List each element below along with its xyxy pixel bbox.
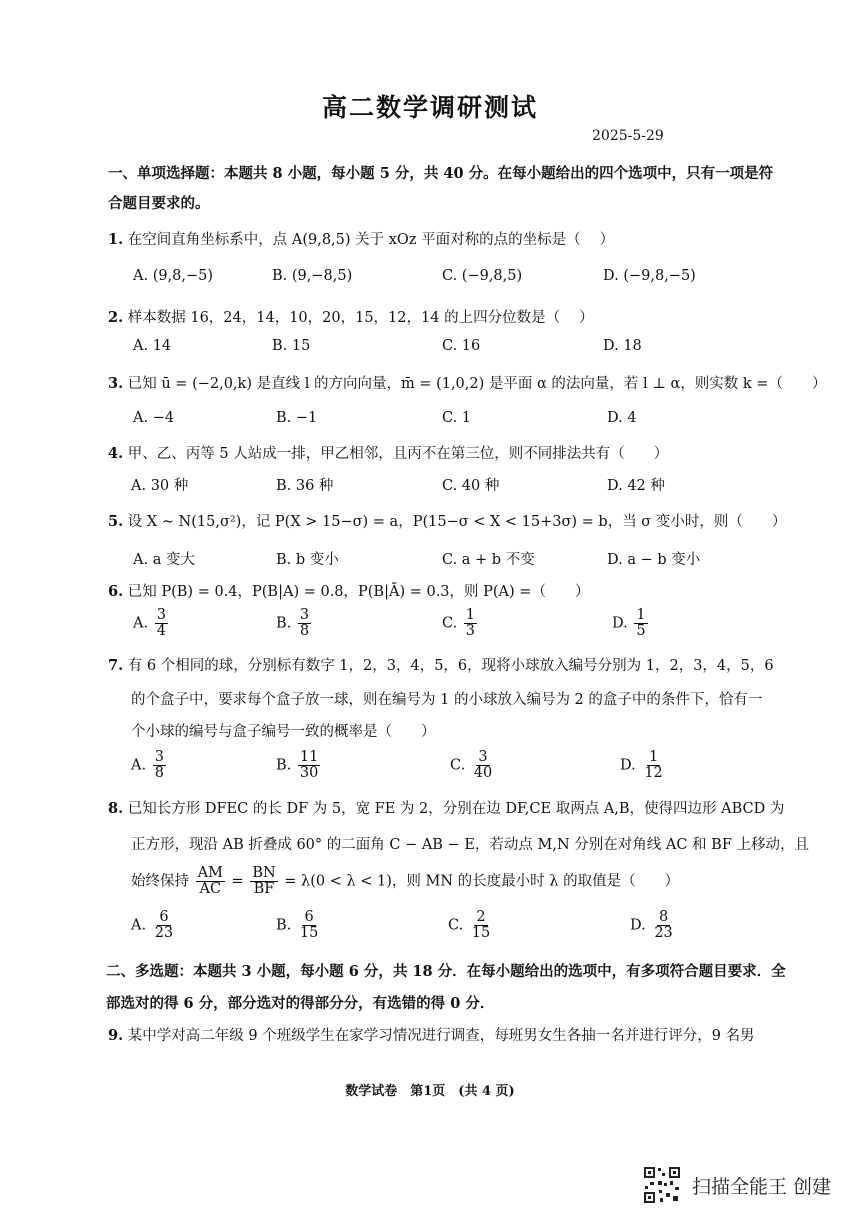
numerator: 6 (304, 909, 314, 925)
option-letter: A. (133, 615, 149, 632)
question-8-line1 (108, 797, 784, 818)
denominator: 23 (154, 925, 174, 942)
question-5 (108, 510, 786, 531)
numerator: 3 (156, 607, 166, 623)
q2-option-a: A. 14 (133, 338, 172, 354)
exam-date: 2025-5-29 (592, 128, 664, 144)
numerator: 1 (465, 607, 476, 623)
denominator: 30 (299, 765, 319, 782)
fraction (298, 608, 311, 639)
question-3 (108, 372, 826, 393)
q2-option-c: C. 16 (442, 338, 481, 354)
question-text: 某中学对高二年级 9 个班级学生在家学习情况进行调查，每班男女生各抽一名并进行评分，9 名男 (127, 1028, 755, 1044)
q5-option-b: B. b 变小 (276, 552, 339, 568)
question-4 (108, 442, 668, 463)
q4-option-c: C. 40 种 (442, 478, 500, 494)
denominator: 12 (644, 765, 663, 782)
option-letter: C. (450, 757, 466, 774)
numerator: 6 (159, 909, 169, 925)
section2-heading-line2: 部选对的得 6 分，部分选对的得部分分，有选错的得 0 分． (106, 995, 495, 1012)
numerator: BN (252, 865, 276, 881)
option-letter: C. (448, 917, 464, 934)
numerator: 11 (299, 749, 319, 765)
section2-heading-line1: 二、多选题：本题共 3 小题，每小题 6 分，共 18 分．在每小题给出的选项中，有多项符合题目要求．全 (106, 963, 786, 980)
q1-option-c: C. (−9,8,5) (442, 268, 523, 284)
text-prefix: 始终保持 (131, 873, 189, 890)
fraction (472, 750, 494, 781)
numerator: 3 (299, 607, 310, 623)
q1-option-b: B. (9,−8,5) (272, 268, 353, 284)
fraction (298, 750, 320, 781)
question-number: 5. (108, 513, 124, 530)
fraction (155, 608, 168, 639)
denominator: BF (253, 881, 275, 898)
fraction-am-ac (196, 866, 225, 897)
q6-option-a (133, 608, 170, 639)
q2-option-d: D. 18 (603, 338, 642, 354)
q7-option-b (276, 750, 322, 781)
q8-option-b (276, 910, 322, 941)
numerator: 2 (476, 909, 486, 925)
numerator: 8 (658, 909, 669, 925)
q4-option-b: B. 36 种 (276, 478, 334, 494)
page-title: 高二数学调研测试 (321, 93, 538, 122)
q5-option-c: C. a + b 不变 (442, 552, 535, 568)
question-number: 3. (108, 375, 124, 392)
question-8-line3: 始终保持 $\frac{AM}{AC}$ = $\frac{BN}{BF}$ = λ(0 < λ < 1)，则 MN 的长度最小时 λ 的取值是（ ） (131, 865, 680, 898)
denominator: 8 (299, 623, 310, 640)
q5-option-d: D. a − b 变小 (607, 552, 701, 568)
page-footer: 数学试卷 第1页 (共 4 页) (345, 1084, 515, 1099)
q4-option-d: D. 42 种 (607, 478, 665, 494)
question-7-line1 (108, 654, 774, 675)
numerator: 1 (636, 607, 646, 623)
option-letter: B. (276, 757, 292, 774)
q1-option-a: A. (9,8,−5) (133, 268, 214, 284)
option-letter: A. (131, 917, 147, 934)
q3-option-b: B. −1 (276, 410, 318, 426)
question-number: 2. (108, 309, 124, 326)
question-8-line2: 正方形，现沿 AB 折叠成 60° 的二面角 C − AB − E，若动点 M,N 分别在对角线 AC 和 BF 上移动，且 (131, 837, 809, 853)
question-number: 1. (108, 231, 124, 248)
denominator: 40 (473, 765, 493, 782)
denominator: 5 (636, 623, 646, 640)
question-number: 4. (108, 445, 124, 462)
option-letter: B. (276, 615, 292, 632)
question-number: 9. (108, 1027, 124, 1044)
option-letter: C. (442, 615, 458, 632)
question-text: 已知 ū = (−2,0,k) 是直线 l 的方向向量，m̄ = (1,0,2) 是平面 α 的法向量，若 l ⊥ α，则实数 k =（ ） (127, 376, 827, 392)
denominator: 23 (654, 925, 673, 942)
question-text: 甲、乙、丙等 5 人站成一排，甲乙相邻，且丙不在第三位，则不同排法共有（ ） (127, 446, 669, 462)
numerator: 3 (154, 749, 164, 765)
numerator: AM (197, 865, 223, 881)
fraction (634, 608, 647, 639)
fraction (464, 608, 477, 639)
question-9 (108, 1024, 755, 1045)
section1-heading-line1: 一、单项选择题：本题共 8 小题，每小题 5 分，共 40 分。在每小题给出的四个选项中，只有一项是符 (108, 165, 774, 182)
question-number: 6. (108, 583, 124, 600)
qr-code-icon (642, 1165, 682, 1205)
question-text: 设 X ~ N(15,σ²)，记 P(X > 15−σ) = a，P(15−σ < X < 15+3σ) = b，当 σ 变小时，则（ ） (127, 514, 787, 530)
option-letter: D. (612, 615, 628, 632)
question-2 (108, 306, 594, 327)
q3-option-c: C. 1 (442, 410, 472, 426)
fraction (153, 910, 175, 941)
q3-option-a: A. −4 (133, 410, 175, 426)
question-text: 已知 P(B) = 0.4，P(B|A) = 0.8，P(B|Ā) = 0.3，则 P(A) =（ ） (127, 584, 590, 600)
fraction (652, 910, 674, 941)
question-text: 已知长方形 DFEC 的长 DF 为 5，宽 FE 为 2，分别在边 DF,CE 取两点 A,B，使得四边形 ABCD 为 (127, 801, 785, 817)
question-6 (108, 580, 589, 601)
option-letter: A. (131, 757, 147, 774)
q4-option-a: A. 30 种 (131, 478, 189, 494)
q8-option-c (448, 910, 494, 941)
q2-option-b: B. 15 (272, 338, 311, 354)
q7-option-a (131, 750, 168, 781)
question-1 (108, 228, 614, 249)
numerator: 3 (478, 749, 488, 765)
option-letter: D. (630, 917, 646, 934)
q6-option-c (442, 608, 479, 639)
denominator: 15 (471, 925, 491, 942)
numerator: 1 (648, 749, 659, 765)
q6-option-d (612, 608, 650, 639)
fraction (470, 910, 492, 941)
fraction (153, 750, 166, 781)
denominator: 8 (154, 765, 164, 782)
question-7-line2: 的个盒子中，要求每个盒子放一球，则在编号为 1 的小球放入编号为 2 的盒子中的条件下，恰有一 (131, 692, 763, 708)
denominator: 4 (156, 623, 166, 640)
denominator: 3 (465, 623, 476, 640)
section1-heading-line2: 合题目要求的。 (108, 195, 210, 212)
option-letter: D. (620, 757, 636, 774)
scanner-watermark: 扫描全能王 创建 (692, 1176, 832, 1198)
question-7-line3: 个小球的编号与盒子编号一致的概率是（ ） (131, 724, 436, 740)
q8-option-d (630, 910, 677, 941)
q8-option-a (131, 910, 177, 941)
fraction-bn-bf (250, 866, 277, 897)
question-number: 7. (108, 657, 124, 674)
option-letter: B. (276, 917, 292, 934)
q3-option-d: D. 4 (607, 410, 637, 426)
question-text: 有 6 个相同的球，分别标有数字 1，2，3，4，5，6，现将小球放入编号分别为 1，2，3，4，5，6 (127, 658, 774, 674)
q1-option-d: D. (−9,8,−5) (603, 268, 696, 284)
denominator: 15 (299, 925, 319, 942)
question-number: 8. (108, 800, 124, 817)
q7-option-c (450, 750, 496, 781)
question-text: 样本数据 16，24，14，10，20，15，12，14 的上四分位数是（ ） (127, 310, 594, 326)
q7-option-d (620, 750, 667, 781)
text-suffix: = λ(0 < λ < 1)，则 MN 的长度最小时 λ 的取值是（ ） (284, 873, 680, 890)
denominator: AC (199, 881, 222, 898)
question-text: 在空间直角坐标系中，点 A(9,8,5) 关于 xOz 平面对称的点的坐标是（ ） (127, 232, 615, 248)
fraction (298, 910, 320, 941)
q6-option-b (276, 608, 313, 639)
fraction (642, 750, 664, 781)
q5-option-a: A. a 变大 (133, 552, 195, 568)
